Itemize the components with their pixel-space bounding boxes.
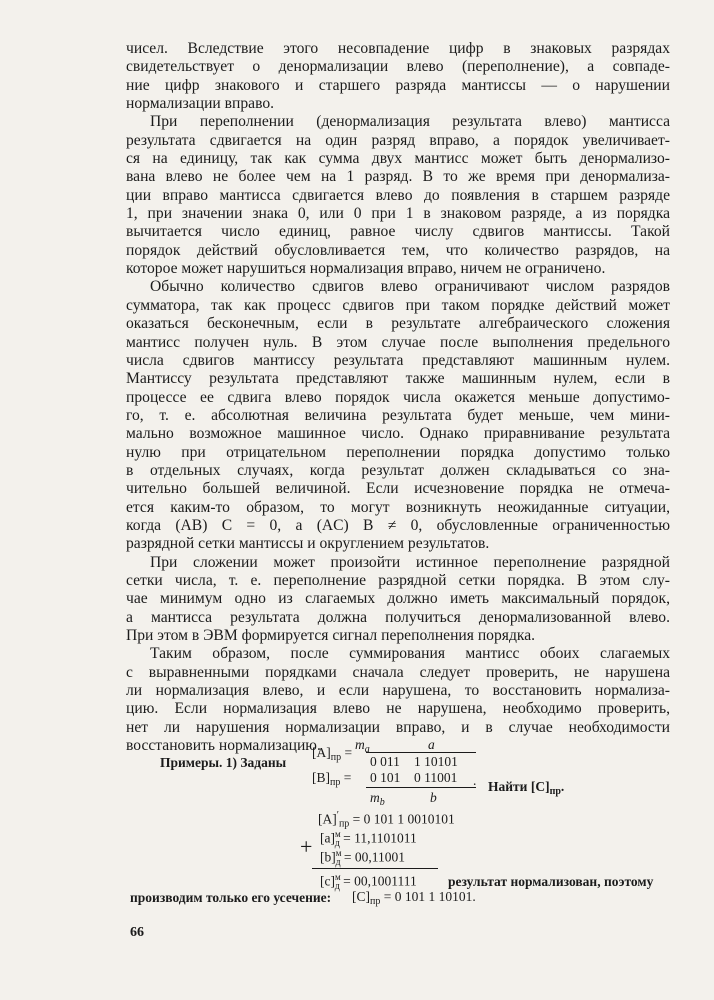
B-order: 0 11001	[414, 770, 458, 785]
page-number: 66	[130, 925, 144, 940]
c-code-row: $[c]^м_д = 00,1001111$	[320, 872, 417, 892]
b-label: b	[430, 790, 437, 805]
text-line: мально возможное машинное число. Однако приравнивание результата	[126, 425, 670, 443]
b-code-row: $[b]^м_д = 00,11001$	[320, 848, 406, 868]
text-line: порядок действий обусловливается тем, что количество разрядов, на	[126, 241, 670, 259]
text-line: мантисс получен нуль. В этом случае после выполнения предельного	[126, 333, 670, 351]
period: .	[473, 773, 477, 788]
text-line: Обычно количество сдвигов влево ограничивают числом разрядов	[150, 278, 670, 296]
text-line: результата сдвигается на один разряд вправо, а порядок увеличивает-	[126, 131, 670, 149]
find-label: Найти $[C]_{пр}$.	[488, 779, 565, 797]
text-line: Таким образом, после суммирования мантисс обоих слагаемых	[150, 645, 670, 663]
text-line: в отдельных случаях, когда результат должен складываться со зна-	[126, 461, 670, 479]
body-text	[126, 40, 670, 755]
final-result: $[C]_{пр} = 0$ 101 1 10101.	[352, 889, 476, 907]
mb-label: $m_b$	[370, 790, 385, 808]
paragraph-3	[126, 278, 670, 553]
text-line: нет ли нарушения нормализации вправо, и в случае необходимости	[126, 718, 670, 736]
B-lhs: $[B]_{пр}$ =	[312, 770, 352, 788]
text-line: которое может нарушиться нормализация вправо, ничем не ограничено.	[126, 260, 606, 278]
A-order: 1 10101	[414, 754, 458, 769]
text-line: ции вправо мантисса сдвигается влево до появления в старшем разряде	[126, 186, 670, 204]
fraction-bar-bottom	[366, 787, 476, 788]
B-mantissa: 0 101	[370, 770, 401, 785]
ma-label: $m_a$	[355, 737, 370, 755]
text-line: При переполнении (денормализация результата влево) мантисса	[150, 113, 670, 131]
plus-sign: +	[300, 834, 313, 859]
text-line: сетки числа, т. е. переполнение разрядной сетки порядка. В этом слу-	[126, 571, 670, 589]
paragraph-2	[126, 113, 670, 278]
text-line: ли нормализация влево, и если нарушена, то восстановить нормализа-	[126, 682, 670, 700]
paragraph-1	[126, 40, 670, 113]
text-line: При сложении может произойти истинное переполнение разрядной	[150, 553, 670, 571]
text-line: ется каким-то образом, то могут возникнуть неожиданные ситуации,	[126, 498, 670, 516]
text-line: вана влево не более чем на 1 разряд. В то же время при денормализа-	[126, 168, 670, 186]
text-line: При этом в ЭВМ формируется сигнал переполнения порядка.	[126, 627, 536, 644]
text-line: вычитается число единиц, равное числу сдвигов мантиссы. Такой	[126, 223, 670, 241]
text-line: восстановить нормализацию.	[126, 737, 321, 755]
paragraph-4	[126, 554, 670, 646]
fraction-bar-top	[366, 752, 476, 753]
text-line: сумматора, так как процесс сдвигов при таком порядке действий может	[126, 296, 670, 314]
text-line: разрядной сетки мантиссы и округлением результатов.	[126, 535, 490, 553]
example-label: Примеры. 1) Заданы	[160, 755, 287, 770]
text-line: чае минимум одно из слагаемых должно иметь максимальный порядок,	[126, 590, 670, 608]
text-line: числа сдвигов мантиссу результата представляют машинным нулем.	[126, 351, 670, 369]
text-line: ся на единицу, так как сумма двух мантисс может быть денормализо-	[126, 150, 670, 168]
text-line: цию. Если нормализация влево не нарушена, необходимо проверить,	[126, 700, 670, 718]
a-code-row: $[a]^м_д = 11,1101011$	[320, 829, 417, 849]
text-line: с выравненными порядками сначала следует проверить, не нарушена	[126, 663, 670, 681]
text-line: ние цифр знакового и старшего разряда мантиссы — о нарушении	[126, 76, 670, 94]
paragraph-5	[126, 645, 670, 755]
text-line: оказаться бесконечным, если в результате алгебраического сложения	[126, 315, 670, 333]
A-lhs: $[A]_{пр}$ =	[312, 745, 353, 763]
text-line: нулю при отрицательном переполнении порядка допустимо только	[126, 443, 670, 461]
final-text: производим только его усечение:	[130, 890, 332, 905]
text-line: нормализации вправо.	[126, 95, 275, 113]
text-line: 1, при значении знака 0, или 0 при 1 в знаковом разряде, а из порядка	[126, 205, 670, 223]
result-comment: результат нормализован, поэтому	[448, 874, 654, 889]
text-line: когда (AB) C = 0, а (AC) B ≠ 0, обусловленные ограниченностью	[126, 516, 670, 534]
text-line: свидетельствует о денормализации влево (переполнение), а совпаде-	[126, 58, 670, 76]
text-line: а мантисса результата должна получиться денормализованной влево.	[126, 608, 670, 626]
sum-bar	[312, 868, 438, 869]
A-prime-row: $[A]'_{пр} = 0$ 101 1 0010101	[318, 810, 455, 830]
text-line: процессе ее сдвига влево порядок числа окажется меньше допустимо-	[126, 388, 670, 406]
text-line: чисел. Вследствие этого несовпадение цифр в знаковых разрядах	[126, 40, 670, 57]
text-line: го, т. е. абсолютная величина результата будет меньше, чем мини-	[126, 406, 670, 424]
text-line: чительно большей величиной. Если исчезновение порядка не отмеча-	[126, 480, 670, 498]
text-line: Мантиссу результата представляют также машинным нулем, если в	[126, 370, 670, 388]
a-label: a	[428, 737, 435, 752]
A-mantissa: 0 011	[370, 754, 400, 769]
